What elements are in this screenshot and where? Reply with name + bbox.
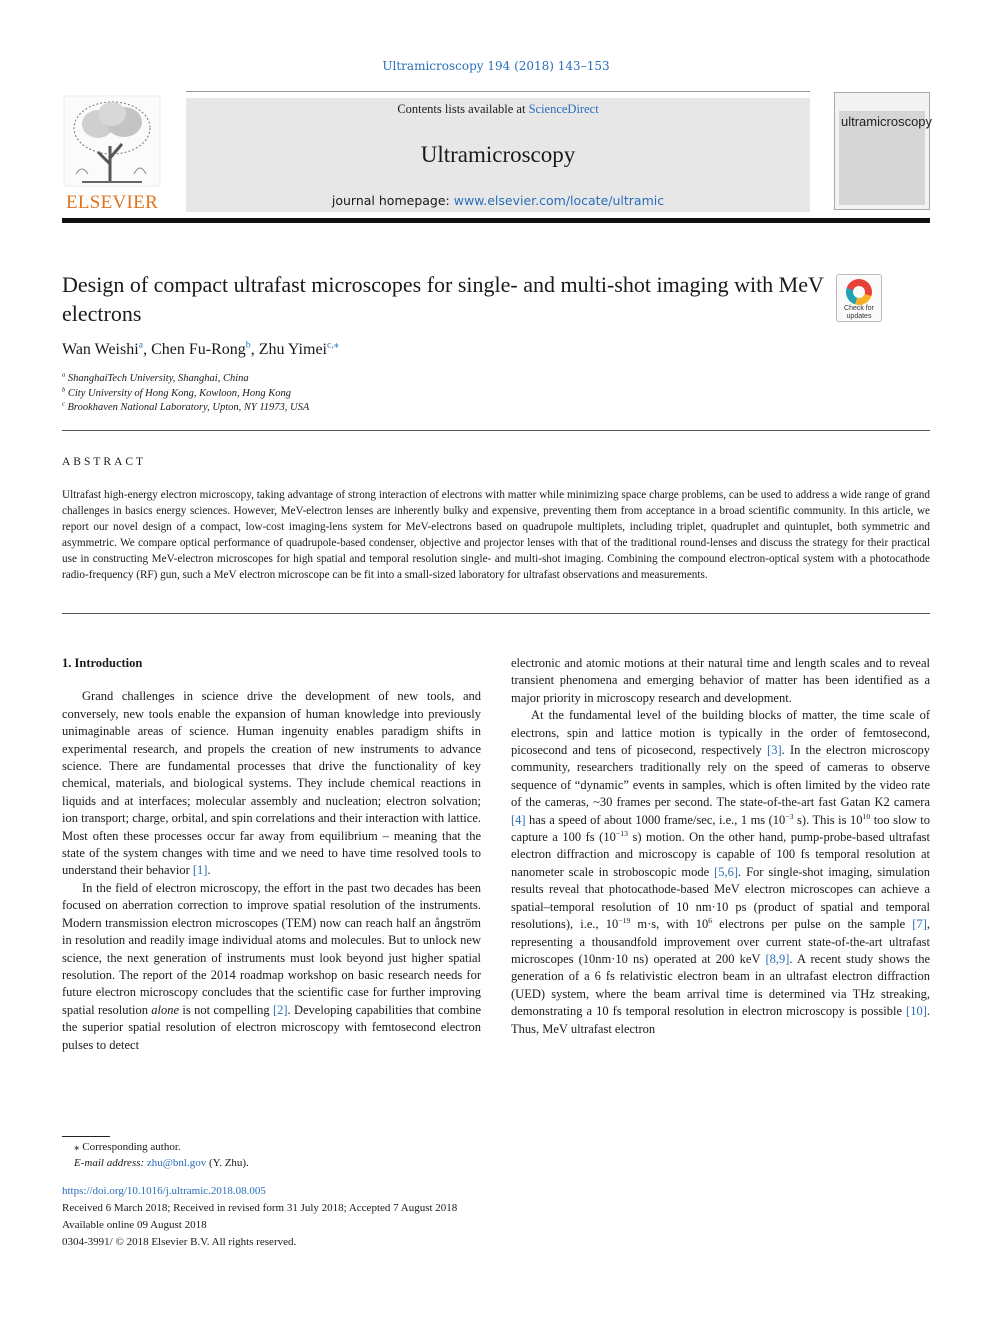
author-separator: , — [143, 341, 152, 358]
author-affiliation-sup[interactable]: c,⁎ — [327, 339, 339, 351]
header-top-rule — [186, 91, 810, 92]
superscript: −3 — [785, 811, 794, 821]
check-updates-icon — [846, 279, 872, 305]
email-link[interactable]: zhu@bnl.gov — [146, 1157, 207, 1169]
section-heading: 1. Introduction — [62, 656, 143, 670]
journal-cover-thumbnail[interactable] — [834, 92, 933, 210]
email-note — [62, 1155, 249, 1171]
divider — [62, 613, 930, 614]
paragraph: In the field of electron microscopy, the effort in the past two decades has been focused on aberration correction to improve spatial resolution of the instruments. Modern transmission electron microscopes (TEM) now can reach half an ångström in resolution and readily image individual atoms and molecules. But to unlock new science, the next generation of instruments must look beyond just higher spatial resolution. The report of the 2014 roadmap workshop on basic research needs for future electron microscopy concludes that the scientific case for further improving spatial resolution alone is not compelling [2]. Developing capabilities that combine the superior spatial resolution of electron microscopy with femtosecond electron pulses to detect — [62, 880, 482, 1052]
affiliation-sup: b — [62, 386, 66, 393]
affiliation-sup: c — [62, 400, 65, 408]
reference-link[interactable]: [2] — [272, 1002, 288, 1017]
reference-link[interactable]: [10] — [906, 1004, 927, 1019]
abstract-text: Ultrafast high-energy electron microscopy, taking advantage of strong interaction of electrons with matter while minimizing space charge problems, can be used to address a wide range of grand challenges in basics energy sciences. However, MeV-electron lenses are inherently bulky and expensive, preventing them from acceptance in a broad scientific community. In this article, we report our novel design of a compact, low-cost imaging-lens system for MeV-electrons based on quadrupole multiplets, including triplet, quadruplet and quintuplet, both symmetric and asymmetric. We compare optical performance of quadrupole-based condenser, objective and projector lenses with that of the traditional round-lenses and discuss the strategy for their practical use in constructing MeV-electron microscopes for high spatial and temporal resolution single- and multi-shot imaging. Combining the compound electron-optical system with a photocathode radio-frequency (RF) gun, such a MeV electron microscope can be fit into a small-sized laboratory for ultrafast observations and measurements. — [62, 489, 930, 581]
corresponding-author-note — [62, 1139, 249, 1155]
journal-citation[interactable]: Ultramicroscopy 194 (2018) 143–153 — [382, 59, 610, 73]
reference-link[interactable]: [4] — [511, 812, 526, 827]
author-name[interactable]: Zhu Yimei — [258, 341, 327, 358]
author-list — [62, 341, 339, 359]
check-updates-line1: Check for — [844, 305, 874, 312]
affiliation-item — [62, 372, 309, 387]
affiliation-text: City University of Hong Kong, Kowloon, Hong Kong — [67, 387, 291, 399]
check-for-updates-badge[interactable] — [836, 274, 882, 322]
journal-name: Ultramicroscopy — [420, 142, 576, 167]
received-dates: Received 6 March 2018; Received in revised form 31 July 2018; Accepted 7 August 2018 — [62, 1202, 458, 1214]
reference-link[interactable]: [1] — [192, 863, 208, 878]
footnotes — [62, 1139, 249, 1171]
corresponding-label: Corresponding author. — [82, 1141, 181, 1153]
reference-link[interactable]: [7] — [912, 917, 927, 932]
doi-link[interactable]: https://doi.org/10.1016/j.ultramic.2018.08.005 — [62, 1185, 266, 1197]
affiliation-sup: a — [62, 371, 66, 379]
article-title: Design of compact ultrafast microscopes for single- and multi-shot imaging with MeV electrons — [62, 272, 824, 326]
elsevier-tree-icon — [62, 94, 190, 194]
author-separator: , — [250, 341, 259, 358]
contents-line — [186, 102, 810, 117]
superscript: −13 — [615, 828, 628, 838]
affiliation-text: ShanghaiTech University, Shanghai, China — [67, 373, 249, 384]
paragraph: At the fundamental level of the building blocks of matter, the time scale of electrons, spin and lattice motion is typically in the order of femtosecond, picosecond and tens of picosecond, respectively [3]. In the electron microscopy community, researchers traditionally rely on the speed of cameras to observe sequence of “dynamic” events in samples, which is often limited by the video rate of the cameras, ~30 frames per second. The state-of-the-art fast Gatan K2 camera [4] has a speed of about 1000 frame/sec, i.e., 1 ms ($10^{-3}$ s). This is $10^{10}$ too slow to capture a 100 fs ($10^{-13}$ s) motion. On the other hand, pump-probe-based ultrafast electron diffraction and microscopy is capable of 100 fs temporal resolution at nanometer scale in stroboscopic mode [5,6]. For single-shot imaging, simulation results reveal that photocathode-based MeV electron microscopes can achieve a spatial–temporal resolution of 10 nm·10 ps (product of spatial and temporal resolutions), i.e., $10^{-19}$ m·s, with $10^6$ electrons per pulse on the sample [7], representing a thousandfold improvement over current state-of-the-art ultrafast microscopes (10nm·10 ns) operated at 200 keV [8,9]. A recent study shows the generation of a 6 fs relativistic electron beam in an ultrafast electron diffraction (UED) system, where the beam arrival time is determined via THz streaking, demonstrating a 10 fs temporal resolution in electron microscopy is possible [10]. Thus, MeV ultrafast electron — [511, 708, 930, 1036]
body-column-right — [511, 655, 930, 1038]
reference-link[interactable]: [8,9] — [765, 951, 790, 966]
homepage-line — [186, 193, 810, 208]
superscript: 6 — [708, 915, 713, 925]
publication-info — [62, 1183, 457, 1251]
paragraph: Grand challenges in science drive the development of new tools, and conversely, new tools enable the expansion of human knowledge into previously unimaginable areas of science. Human ingenuity enables paradigm shifts in experimental research, and propels the creation of new instruments to advance science. There are fundamental processes that drive the functionality of key chemical, materials, and biological systems. They include chemical reactions in liquids and at interfaces; molecular assembly and nucleation; electron solvation; ion transport; charge, orbital, and spin correlations and their interaction with lattice. Most often these processes occur far away from equilibrium – meaning that the state of the system changes with time and we need to have time resolved tools to understand their behavior [1]. — [62, 689, 481, 878]
author-name[interactable]: Wan Weishi — [62, 341, 139, 358]
divider — [62, 430, 930, 431]
author-affiliation-sup[interactable]: a — [138, 339, 144, 351]
homepage-link[interactable]: www.elsevier.com/locate/ultramic — [453, 193, 665, 208]
elsevier-wordmark: ELSEVIER — [65, 192, 159, 213]
affiliation-text: Brookhaven National Laboratory, Upton, NY 11973, USA — [67, 402, 310, 413]
author-affiliation-sup[interactable]: b — [245, 339, 251, 351]
body-column-left — [62, 655, 481, 1054]
check-updates-line2: updates — [846, 313, 872, 320]
copyright: 0304-3991/ © 2018 Elsevier B.V. All rights reserved. — [62, 1236, 297, 1248]
contents-prefix: Contents lists available at — [397, 102, 529, 116]
corresponding-mark: ⁎ — [74, 1141, 80, 1153]
header-rule — [62, 218, 930, 223]
affiliation-item — [62, 387, 309, 402]
available-online: Available online 09 August 2018 — [62, 1219, 207, 1231]
sciencedirect-link[interactable]: ScienceDirect — [528, 102, 599, 116]
emphasis: alone — [151, 1002, 180, 1017]
reference-link[interactable]: [3] — [767, 743, 782, 758]
homepage-prefix: journal homepage: — [331, 193, 454, 208]
author-name[interactable]: Chen Fu-Rong — [151, 341, 246, 358]
footnote-rule — [62, 1136, 110, 1137]
superscript: −19 — [618, 915, 631, 925]
reference-link[interactable]: [5,6] — [714, 864, 739, 879]
affiliation-item — [62, 401, 309, 416]
email-suffix: (Y. Zhu). — [209, 1157, 249, 1169]
superscript: 10 — [862, 811, 871, 821]
affiliations — [62, 372, 309, 416]
abstract-heading: ABSTRACT — [62, 456, 147, 468]
cover-title: ultramicroscopy — [841, 114, 933, 129]
paragraph: electronic and atomic motions at their natural time and length scales and to reveal transient phenomena and emerging behavior of matter has been identified as a major priority in microscopy research and development. — [511, 656, 930, 705]
email-label: E-mail address: — [74, 1157, 145, 1169]
